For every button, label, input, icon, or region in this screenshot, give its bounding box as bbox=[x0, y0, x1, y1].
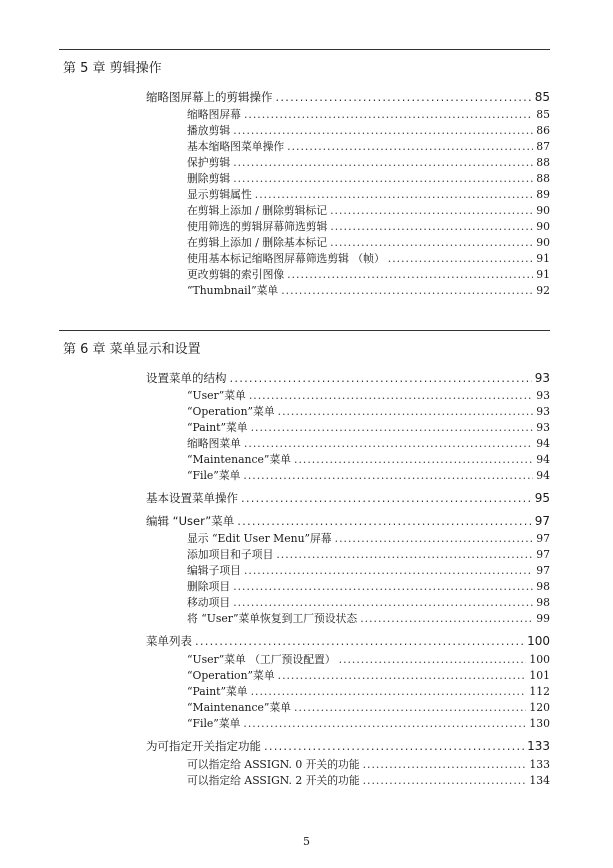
dot-leader bbox=[294, 701, 526, 714]
item-page: 93 bbox=[536, 421, 550, 434]
section-label: 菜单列表 bbox=[146, 634, 192, 648]
item-label: “File”菜单 bbox=[187, 469, 241, 482]
dot-leader bbox=[363, 758, 527, 771]
toc-item[interactable] bbox=[187, 404, 550, 419]
item-label: “Operation”菜单 bbox=[187, 669, 275, 682]
chapter6-title: 第 6 章 菜单显示和设置 bbox=[63, 342, 201, 357]
section-page: 95 bbox=[534, 491, 550, 505]
toc-section[interactable] bbox=[146, 633, 550, 649]
item-page: 99 bbox=[536, 612, 550, 625]
dot-leader bbox=[330, 236, 533, 249]
dot-leader bbox=[278, 669, 527, 682]
item-page: 97 bbox=[536, 564, 550, 577]
dot-leader bbox=[230, 371, 532, 385]
item-label: 显示 “Edit User Menu”屏幕 bbox=[187, 532, 332, 545]
toc-item[interactable] bbox=[187, 420, 550, 435]
dot-leader bbox=[339, 653, 527, 666]
dot-leader bbox=[243, 469, 533, 482]
toc-item[interactable] bbox=[187, 219, 550, 234]
toc-item[interactable] bbox=[187, 716, 550, 731]
chapter5-title: 第 5 章 剪辑操作 bbox=[63, 61, 162, 76]
toc-item[interactable] bbox=[187, 187, 550, 202]
toc-item[interactable] bbox=[187, 611, 550, 626]
item-label: 使用筛选的剪辑屏幕筛选剪辑 bbox=[187, 220, 328, 233]
toc-section[interactable] bbox=[146, 89, 550, 105]
item-label: 可以指定给 ASSIGN. 0 开关的功能 bbox=[187, 758, 360, 771]
item-page: 94 bbox=[536, 453, 550, 466]
dot-leader bbox=[287, 268, 533, 281]
toc-item[interactable] bbox=[187, 107, 550, 122]
toc-item[interactable] bbox=[187, 547, 550, 562]
section-page: 85 bbox=[534, 90, 550, 104]
section-page: 100 bbox=[527, 634, 550, 648]
item-page: 101 bbox=[529, 669, 550, 682]
item-page: 90 bbox=[536, 220, 550, 233]
dot-leader bbox=[255, 188, 533, 201]
item-page: 87 bbox=[536, 140, 550, 153]
item-page: 98 bbox=[536, 580, 550, 593]
section-page: 97 bbox=[534, 514, 550, 528]
dot-leader bbox=[251, 685, 527, 698]
item-label: 基本缩略图菜单操作 bbox=[187, 140, 285, 153]
toc-section[interactable] bbox=[146, 738, 550, 754]
item-label: 删除项目 bbox=[187, 580, 231, 593]
item-label: “Paint”菜单 bbox=[187, 421, 248, 434]
section-page: 93 bbox=[534, 371, 550, 385]
item-page: 89 bbox=[536, 188, 550, 201]
item-page: 100 bbox=[529, 653, 550, 666]
dot-leader bbox=[249, 389, 533, 402]
dot-leader bbox=[276, 548, 533, 561]
dot-leader bbox=[330, 204, 533, 217]
item-label: 将 “User”菜单恢复到工厂预设状态 bbox=[187, 612, 358, 625]
dot-leader bbox=[251, 421, 533, 434]
item-page: 97 bbox=[536, 548, 550, 561]
item-label: 缩略图菜单 bbox=[187, 437, 241, 450]
item-page: 90 bbox=[536, 204, 550, 217]
dot-leader bbox=[335, 532, 533, 545]
toc-item[interactable] bbox=[187, 595, 550, 610]
dot-leader bbox=[363, 774, 527, 787]
dot-leader bbox=[388, 252, 533, 265]
item-page: 91 bbox=[536, 252, 550, 265]
dot-leader bbox=[287, 140, 533, 153]
toc-item[interactable] bbox=[187, 773, 550, 788]
item-label: “User”菜单 bbox=[187, 389, 246, 402]
item-page: 90 bbox=[536, 236, 550, 249]
toc-item[interactable] bbox=[187, 652, 550, 667]
page-number: 5 bbox=[303, 835, 310, 848]
chapter6-rule bbox=[59, 330, 550, 331]
dot-leader bbox=[281, 284, 533, 297]
toc-item[interactable] bbox=[187, 436, 550, 451]
toc-item[interactable] bbox=[187, 468, 550, 483]
dot-leader bbox=[244, 564, 533, 577]
item-page: 130 bbox=[529, 717, 550, 730]
item-label: “Paint”菜单 bbox=[187, 685, 248, 698]
dot-leader bbox=[244, 108, 533, 121]
item-page: 112 bbox=[529, 685, 550, 698]
item-label: “Operation”菜单 bbox=[187, 405, 275, 418]
item-label: 编辑子项目 bbox=[187, 564, 241, 577]
toc-item[interactable] bbox=[187, 668, 550, 683]
toc-item[interactable] bbox=[187, 563, 550, 578]
toc-item[interactable] bbox=[187, 155, 550, 170]
item-page: 98 bbox=[536, 596, 550, 609]
item-label: 更改剪辑的索引图像 bbox=[187, 268, 285, 281]
item-page: 97 bbox=[536, 532, 550, 545]
item-label: 显示剪辑属性 bbox=[187, 188, 252, 201]
toc-section[interactable] bbox=[146, 490, 550, 506]
item-page: 92 bbox=[536, 284, 550, 297]
item-label: 保护剪辑 bbox=[187, 156, 231, 169]
toc-item[interactable] bbox=[187, 452, 550, 467]
item-page: 86 bbox=[536, 124, 550, 137]
item-page: 91 bbox=[536, 268, 550, 281]
dot-leader bbox=[243, 717, 526, 730]
dot-leader bbox=[244, 437, 533, 450]
item-label: 可以指定给 ASSIGN. 2 开关的功能 bbox=[187, 774, 360, 787]
dot-leader bbox=[276, 90, 532, 104]
dot-leader bbox=[233, 156, 533, 169]
section-label: 编辑 “User”菜单 bbox=[146, 514, 235, 528]
item-label: 添加项目和子项目 bbox=[187, 548, 274, 561]
item-label: 删除剪辑 bbox=[187, 172, 231, 185]
item-label: “File”菜单 bbox=[187, 717, 241, 730]
dot-leader bbox=[195, 634, 524, 648]
toc-item[interactable] bbox=[187, 700, 550, 715]
item-label: “Maintenance”菜单 bbox=[187, 701, 292, 714]
toc-item[interactable] bbox=[187, 171, 550, 186]
dot-leader bbox=[330, 220, 533, 233]
item-label: 使用基本标记缩略图屏幕筛选剪辑 （帧） bbox=[187, 252, 385, 265]
dot-leader bbox=[294, 453, 533, 466]
item-page: 94 bbox=[536, 469, 550, 482]
item-label: “Thumbnail”菜单 bbox=[187, 284, 279, 297]
section-label: 设置菜单的结构 bbox=[146, 371, 227, 385]
toc-section[interactable] bbox=[146, 513, 550, 529]
toc-item[interactable] bbox=[187, 139, 550, 154]
dot-leader bbox=[360, 612, 533, 625]
item-page: 133 bbox=[529, 758, 550, 771]
toc-item[interactable] bbox=[187, 757, 550, 772]
dot-leader bbox=[278, 405, 533, 418]
toc-item[interactable] bbox=[187, 123, 550, 138]
item-page: 134 bbox=[529, 774, 550, 787]
dot-leader bbox=[237, 514, 531, 528]
dot-leader bbox=[233, 124, 533, 137]
dot-leader bbox=[233, 596, 533, 609]
toc-item[interactable] bbox=[187, 531, 550, 546]
toc-item[interactable] bbox=[187, 684, 550, 699]
item-label: 在剪辑上添加 / 删除基本标记 bbox=[187, 236, 328, 249]
item-label: 缩略图屏幕 bbox=[187, 108, 241, 121]
dot-leader bbox=[241, 491, 532, 505]
toc-item[interactable] bbox=[187, 203, 550, 218]
item-page: 85 bbox=[536, 108, 550, 121]
section-label: 缩略图屏幕上的剪辑操作 bbox=[146, 90, 273, 104]
section-label: 基本设置菜单操作 bbox=[146, 491, 238, 505]
dot-leader bbox=[233, 172, 533, 185]
dot-leader bbox=[264, 739, 524, 753]
toc-item[interactable] bbox=[187, 579, 550, 594]
chapter5-rule bbox=[59, 49, 550, 50]
toc-section[interactable] bbox=[146, 370, 550, 386]
section-label: 为可指定开关指定功能 bbox=[146, 739, 261, 753]
item-page: 88 bbox=[536, 156, 550, 169]
toc-item[interactable] bbox=[187, 283, 550, 298]
section-page: 133 bbox=[527, 739, 550, 753]
item-label: 移动项目 bbox=[187, 596, 231, 609]
item-label: 播放剪辑 bbox=[187, 124, 231, 137]
toc-item[interactable] bbox=[187, 235, 550, 250]
item-label: “Maintenance”菜单 bbox=[187, 453, 292, 466]
toc-item[interactable] bbox=[187, 388, 550, 403]
item-page: 88 bbox=[536, 172, 550, 185]
item-page: 93 bbox=[536, 405, 550, 418]
item-label: “User”菜单 （工厂预设配置） bbox=[187, 653, 336, 666]
item-label: 在剪辑上添加 / 删除剪辑标记 bbox=[187, 204, 328, 217]
item-page: 120 bbox=[529, 701, 550, 714]
dot-leader bbox=[233, 580, 533, 593]
toc-item[interactable] bbox=[187, 251, 550, 266]
item-page: 93 bbox=[536, 389, 550, 402]
toc-item[interactable] bbox=[187, 267, 550, 282]
item-page: 94 bbox=[536, 437, 550, 450]
